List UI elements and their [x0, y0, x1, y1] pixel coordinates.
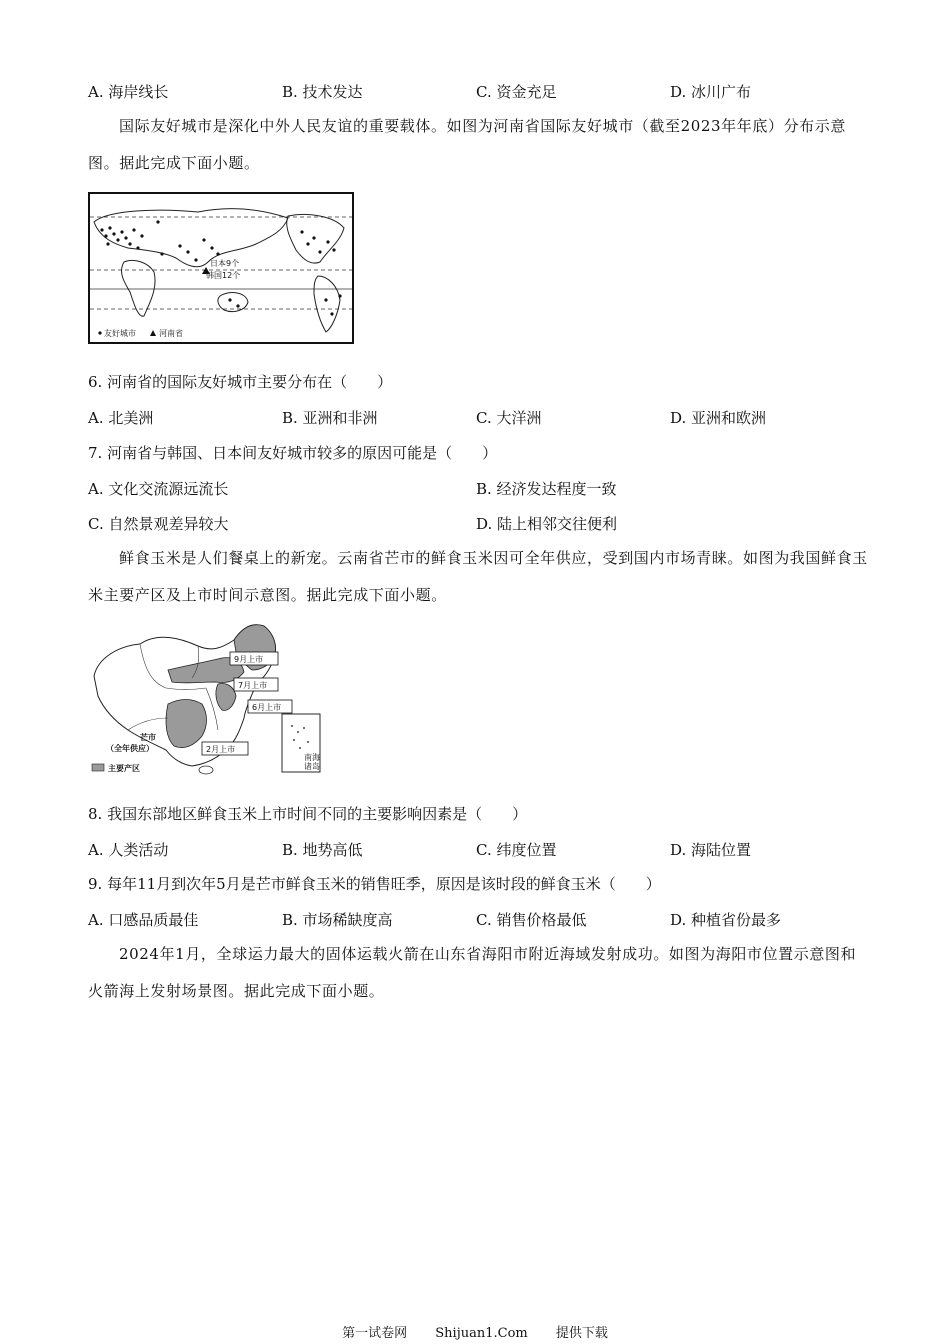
q9-option-b: B. 市场稀缺度高 [282, 911, 393, 929]
page-footer [0, 1326, 950, 1342]
q9-option-a: A. 口感品质最佳 [88, 911, 199, 929]
map1-legend-city: 友好城市 [104, 329, 136, 338]
intro-paragraph-friendship-cities: 国际友好城市是深化中外人民友谊的重要载体。如图为河南省国际友好城市（截至2023年年底）分布示意图。据此完成下面小题。 [88, 117, 846, 172]
q5-option-a: A. 海岸线长 [88, 83, 169, 101]
map2-legend-label: 主要产区 [108, 764, 140, 773]
intro-paragraph-rocket-launch: 2024年1月，全球运力最大的固体运载火箭在山东省海阳市附近海域发射成功。如图为海阳市位置示意图和火箭海上发射场景图。据此完成下面小题。 [88, 945, 857, 1000]
footer-download-text: 提供下载 [555, 1326, 608, 1341]
q6-option-c: C. 大洋洲 [476, 409, 542, 427]
q5-option-b: B. 技术发达 [282, 83, 363, 101]
q7-option-a: A. 文化交流源远流长 [88, 480, 229, 498]
map1-label-korea: 韩国12个 [206, 271, 241, 280]
map2-label-sep: 9月上市 [234, 655, 264, 664]
q9-option-d: D. 种植省份最多 [670, 911, 782, 929]
q7-option-c: C. 自然景观差异较大 [88, 515, 229, 533]
q8-stem: 8. 我国东部地区鲜食玉米上市时间不同的主要影响因素是（ ） [88, 805, 528, 823]
q9-option-c: C. 销售价格最低 [476, 911, 587, 929]
map1-legend-henan: 河南省 [159, 329, 183, 338]
q9-stem: 9. 每年11月到次年5月是芒市鲜食玉米的销售旺季，原因是该时段的鲜食玉米（ ） [88, 875, 661, 893]
map1-label-japan: 日本9个 [210, 259, 240, 268]
footer-domain-link[interactable]: Shijuan1.Com [435, 1326, 528, 1341]
q8-option-d: D. 海陆位置 [670, 841, 752, 859]
map2-label-jun: 6月上市 [252, 703, 282, 712]
q7-option-b: B. 经济发达程度一致 [476, 480, 617, 498]
map2-label-allyear: （全年供应） [106, 744, 154, 753]
q8-option-b: B. 地势高低 [282, 841, 363, 859]
map2-label-mangshi: 芒市 [140, 733, 156, 742]
q6-option-b: B. 亚洲和非洲 [282, 409, 378, 427]
q6-stem: 6. 河南省的国际友好城市主要分布在（ ） [88, 373, 393, 391]
q5-option-d: D. 冰川广布 [670, 83, 752, 101]
map2-label-south-sea: 南海 [304, 753, 320, 762]
q6-option-d: D. 亚洲和欧洲 [670, 409, 767, 427]
q5-option-c: C. 资金充足 [476, 83, 557, 101]
q7-option-d: D. 陆上相邻交往便利 [476, 515, 618, 533]
q8-option-c: C. 纬度位置 [476, 841, 557, 859]
china-fresh-corn-map [88, 618, 328, 778]
map2-label-jul: 7月上市 [238, 681, 268, 690]
q6-option-a: A. 北美洲 [88, 409, 154, 427]
q7-stem: 7. 河南省与韩国、日本间友好城市较多的原因可能是（ ） [88, 444, 498, 462]
map2-label-islands: 诸岛 [304, 762, 320, 771]
world-friendship-cities-map [88, 192, 354, 344]
map2-label-feb: 2月上市 [206, 745, 236, 754]
q8-option-a: A. 人类活动 [88, 841, 169, 859]
intro-paragraph-fresh-corn: 鲜食玉米是人们餐桌上的新宠。云南省芒市的鲜食玉米因可全年供应，受到国内市场青睐。如图为我国鲜食玉米主要产区及上市时间示意图。据此完成下面小题。 [88, 549, 868, 604]
footer-site-name: 第一试卷网 [342, 1326, 408, 1341]
